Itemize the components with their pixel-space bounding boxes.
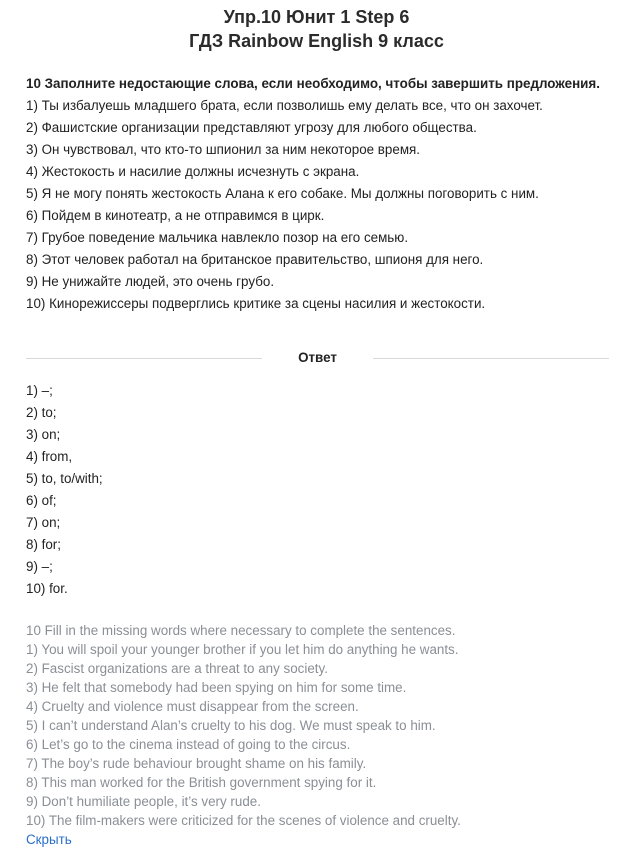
english-sentence: 3) He felt that somebody had been spying on him for some time. <box>26 680 407 695</box>
answer-item: 5) to, to/with; <box>26 471 103 486</box>
answer-label: Ответ <box>298 350 337 365</box>
english-sentence: 9) Don’t humiliate people, it’s very rude. <box>26 794 261 809</box>
answer-item: 10) for. <box>26 581 68 596</box>
page-subtitle: ГДЗ Rainbow English 9 класс <box>189 31 444 51</box>
task-sentence: 10) Кинорежиссеры подверглись критике за сцены насилия и жестокости. <box>26 296 486 311</box>
answer-item: 4) from, <box>26 449 73 464</box>
english-heading: 10 Fill in the missing words where necessary to complete the sentences. <box>26 623 456 638</box>
hide-translation-link[interactable]: Скрыть <box>26 832 72 847</box>
english-sentence: 2) Fascist organizations are a threat to any society. <box>26 661 328 676</box>
task-heading: 10 Заполните недостающие слова, если необходимо, чтобы завершить предложения. <box>26 76 600 91</box>
task-sentence: 3) Он чувствовал, что кто-то шпионил за ним некоторое время. <box>26 142 420 157</box>
english-sentence: 4) Cruelty and violence must disappear from the screen. <box>26 699 359 714</box>
task-block <box>26 73 609 315</box>
page-title: Упр.10 Юнит 1 Step 6 <box>223 7 410 27</box>
task-sentence: 6) Пойдем в кинотеатр, а не отправимся в цирк. <box>26 208 325 223</box>
english-sentence: 5) I can’t understand Alan’s cruelty to his dog. We must speak to him. <box>26 718 436 733</box>
task-sentence: 9) Не унижайте людей, это очень грубо. <box>26 274 275 289</box>
task-sentence: 5) Я не могу понять жестокость Алана к его собаке. Мы должны поговорить с ним. <box>26 186 539 201</box>
english-sentence: 10) The film-makers were criticized for the scenes of violence and cruelty. <box>26 813 461 828</box>
answer-item: 7) on; <box>26 515 61 530</box>
page-header <box>0 5 633 53</box>
answer-item: 9) –; <box>26 559 53 574</box>
answer-item: 3) on; <box>26 427 61 442</box>
task-sentence: 4) Жестокость и насилие должны исчезнуть с экрана. <box>26 164 360 179</box>
english-sentence: 1) You will spoil your younger brother if you let him do anything he wants. <box>26 642 459 657</box>
english-sentence: 8) This man worked for the British government spying for it. <box>26 775 377 790</box>
task-sentence: 8) Этот человек работал на британское правительство, шпионя для него. <box>26 252 484 267</box>
answer-item: 1) –; <box>26 383 53 398</box>
answer-list <box>26 380 103 600</box>
task-sentence: 7) Грубое поведение мальчика навлекло позор на его семью. <box>26 230 409 245</box>
task-sentence: 2) Фашистские организации представляют угрозу для любого общества. <box>26 120 477 135</box>
answer-divider <box>26 347 609 369</box>
divider-rule-right <box>373 358 609 359</box>
english-sentence: 7) The boy’s rude behaviour brought shame on his family. <box>26 756 367 771</box>
english-translation <box>26 621 609 849</box>
answer-item: 6) of; <box>26 493 57 508</box>
answer-item: 8) for; <box>26 537 61 552</box>
task-sentence: 1) Ты избалуешь младшего брата, если позволишь ему делать все, что он захочет. <box>26 98 543 113</box>
answer-item: 2) to; <box>26 405 57 420</box>
english-sentence: 6) Let’s go to the cinema instead of going to the circus. <box>26 737 351 752</box>
